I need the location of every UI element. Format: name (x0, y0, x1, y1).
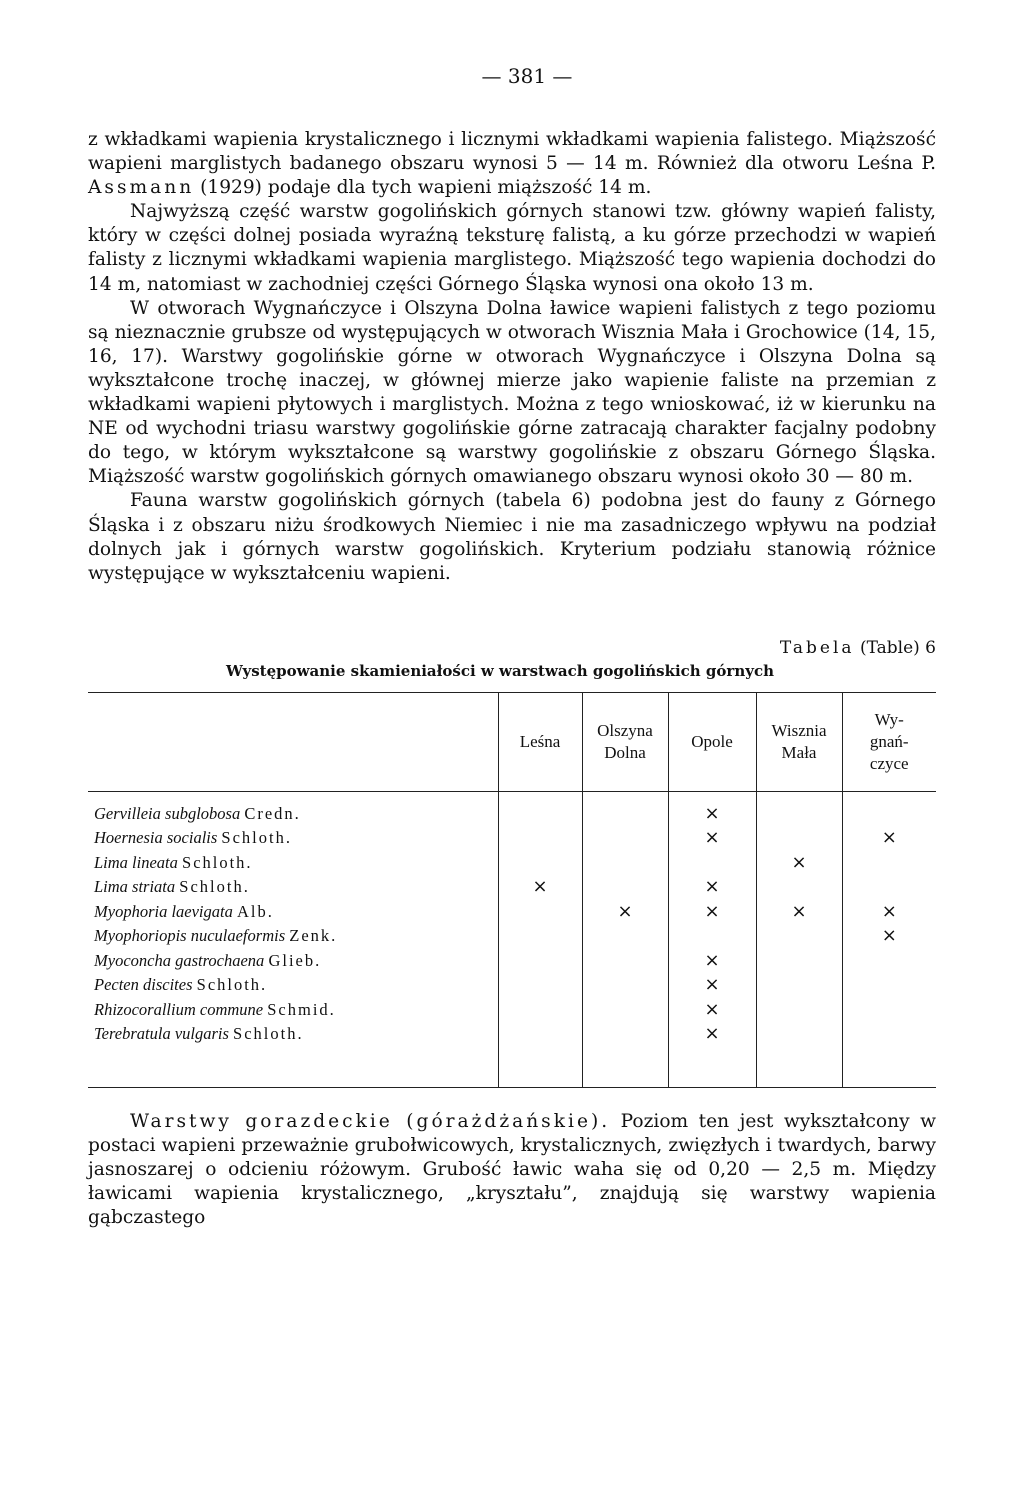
species-author: Glieb. (268, 950, 322, 970)
table-bottom-row (88, 1047, 936, 1088)
species-cell (88, 924, 498, 949)
author-name: Assmann (88, 177, 195, 199)
species-name: Myoconcha gastrochaena (94, 950, 265, 970)
occurrence-mark: × (617, 900, 633, 922)
occurrence-cell (756, 998, 842, 1023)
table-header-row (88, 692, 936, 791)
occurrence-cell (756, 875, 842, 900)
species-author: Schloth. (196, 975, 268, 995)
empty-cell (498, 1047, 582, 1088)
table-row (88, 851, 936, 876)
species-author: Schloth. (179, 877, 250, 897)
species-author: Credn. (244, 803, 301, 823)
table-title: Występowanie skamieniałości w warstwach gogolińskich górnych (226, 661, 774, 680)
occurrence-cell (498, 851, 582, 876)
occurrence-mark: × (881, 925, 897, 947)
paragraph-1-end: (1929) podaje dla tych wapieni miąższość 14 m. (200, 177, 652, 199)
occurrence-cell (842, 924, 936, 949)
occurrence-cell (668, 998, 756, 1023)
species-cell (88, 900, 498, 925)
occurrence-cell (756, 924, 842, 949)
species-author: Schmid. (267, 999, 336, 1019)
species-cell (88, 949, 498, 974)
occurrence-cell (756, 949, 842, 974)
page-number: — 381 — (481, 64, 573, 88)
occurrence-mark: × (704, 1023, 720, 1045)
occurrence-cell (498, 875, 582, 900)
occurrence-cell (582, 949, 668, 974)
empty-cell (88, 1047, 498, 1088)
occurrence-cell (756, 851, 842, 876)
occurrence-cell (668, 1022, 756, 1047)
occurrence-cell (582, 791, 668, 826)
occurrence-mark: × (881, 827, 897, 849)
species-name: Myophoria laevigata (94, 901, 233, 921)
empty-cell (668, 1047, 756, 1088)
occurrence-cell (842, 998, 936, 1023)
occurrence-cell (498, 949, 582, 974)
occurrence-cell (582, 826, 668, 851)
species-name: Terebratula vulgaris (94, 1024, 229, 1044)
occurrence-cell (498, 1022, 582, 1047)
occurrence-cell (842, 791, 936, 826)
occurrence-cell (668, 826, 756, 851)
occurrence-cell (582, 924, 668, 949)
page (88, 64, 936, 1230)
table-row (88, 949, 936, 974)
occurrence-cell (498, 973, 582, 998)
occurrence-cell (498, 924, 582, 949)
species-author: Alb. (236, 901, 274, 921)
occurrence-mark: × (704, 974, 720, 996)
occurrence-cell (582, 851, 668, 876)
species-name: Hoernesia socialis (94, 828, 218, 848)
occurrence-cell (842, 949, 936, 974)
occurrence-cell (668, 949, 756, 974)
occurrence-cell (668, 973, 756, 998)
occurrence-cell (582, 1022, 668, 1047)
occurrence-cell (668, 875, 756, 900)
occurrence-cell (756, 826, 842, 851)
species-name: Myophoriopis nuculaeformis (94, 926, 286, 946)
occurrence-cell (582, 900, 668, 925)
column-header: Olszyna Dolna (582, 692, 668, 791)
table-row (88, 791, 936, 826)
occurrence-cell (756, 791, 842, 826)
occurrence-cell (498, 791, 582, 826)
occurrence-cell (668, 851, 756, 876)
occurrence-mark: × (704, 998, 720, 1020)
occurrence-cell (498, 826, 582, 851)
occurrence-cell (842, 875, 936, 900)
species-cell (88, 791, 498, 826)
paragraph-5 (88, 1110, 936, 1230)
section-heading: Warstwy gorazdeckie (górażdżańskie). (130, 1110, 611, 1132)
paragraph-4: Fauna warstw gogolińskich górnych (tabela 6) podobna jest do fauny z Górnego Śląska i z obszaru niżu środkowych Niemiec i nie ma zasadniczego wpływu na podział dolnych jak i górnych warstw gogolińskich. Kryterium podziału stanowią różnice występujące w wykształceniu wapieni. (88, 490, 936, 584)
occurrence-cell (668, 924, 756, 949)
occurrence-cell (842, 851, 936, 876)
occurrence-cell (498, 998, 582, 1023)
occurrence-cell (498, 900, 582, 925)
occurrence-mark: × (881, 900, 897, 922)
paragraph-2: Najwyższą część warstw gogolińskich górnych stanowi tzw. główny wapień falisty, który w części dolnej posiada wyraźną teksturę falistą, a ku górze przechodzi w wapień falisty z licznymi wkładkami wapienia marglistego. Miąższość tego wapienia dochodzi do 14 m, natomiast w zachodniej części Górnego Śląska wynosi ona około 13 m. (88, 201, 936, 295)
occurrence-cell (842, 900, 936, 925)
occurrence-cell (582, 973, 668, 998)
table-row (88, 998, 936, 1023)
occurrence-mark: × (704, 949, 720, 971)
paragraph-1 (88, 128, 936, 200)
table-row (88, 924, 936, 949)
column-header: Opole (668, 692, 756, 791)
occurrence-cell (756, 973, 842, 998)
table-row (88, 1022, 936, 1047)
occurrence-cell (668, 791, 756, 826)
occurrence-cell (582, 875, 668, 900)
table-caption (88, 638, 936, 658)
occurrence-mark: × (791, 900, 807, 922)
column-header: Wy- gnań- czyce (842, 692, 936, 791)
species-name: Lima lineata (94, 852, 178, 872)
species-cell (88, 973, 498, 998)
occurrence-mark: × (791, 851, 807, 873)
occurrence-cell (756, 1022, 842, 1047)
column-header: Leśna (498, 692, 582, 791)
species-cell (88, 998, 498, 1023)
species-name: Gervilleia subglobosa (94, 803, 241, 823)
species-cell (88, 826, 498, 851)
species-cell (88, 1022, 498, 1047)
paragraph-3: W otworach Wygnańczyce i Olszyna Dolna ławice wapieni falistych z tego poziomu są nieznacznie grubsze od występujących w otworach Wisznia Mała i Grochowice (14, 15, 16, 17). Warstwy gogolińskie górne w otworach Wygnańczyce i Olszyna Dolna są wykształcone trochę inaczej, w głównej mierze jako wapienie faliste na przemian z wkładkami wapieni płytowych i marglistych. Można z tego wnioskować, iż w kierunku na NE od wychodni triasu warstwy gogolińskie górne zatracają charakter facjalny podobny do tego, w którym wykształcone są warstwy gogolińskie z obszaru Górnego Śląska. Miąższość warstw gogolińskich górnych omawianego obszaru wynosi około 30 — 80 m. (88, 297, 936, 488)
table-row (88, 875, 936, 900)
occurrence-mark: × (704, 827, 720, 849)
table-row (88, 900, 936, 925)
column-header-species (88, 692, 498, 791)
occurrence-cell (582, 998, 668, 1023)
occurrence-cell (668, 900, 756, 925)
occurrence-cell (842, 1022, 936, 1047)
column-header: Wisznia Mała (756, 692, 842, 791)
species-cell (88, 851, 498, 876)
paragraph-5-text: Poziom ten jest wykształcony w postaci wapieni przeważnie grubołwicowych, krystalicznych, zwięzłych i twardych, barwy jasnoszarej o odcieniu różowym. Grubość ławic waha się od 0,20 — 2,5 m. Między ławicami wapienia krystalicznego, „kryształu”, znajdują się warstwy wapienia gąbczastego (88, 1110, 936, 1229)
table-row (88, 826, 936, 851)
table-row (88, 973, 936, 998)
species-name: Rhizocorallium commune (94, 999, 264, 1019)
occurrence-mark: × (532, 876, 548, 898)
table-label-rest: (Table) 6 (859, 637, 936, 658)
occurrence-cell (756, 900, 842, 925)
occurrence-cell (842, 826, 936, 851)
table-label: Tabela (779, 637, 855, 658)
species-name: Pecten discites (94, 975, 193, 995)
species-author: Schloth. (233, 1024, 304, 1044)
fossil-table (88, 692, 936, 1088)
empty-cell (842, 1047, 936, 1088)
empty-cell (582, 1047, 668, 1088)
empty-cell (756, 1047, 842, 1088)
species-author: Schloth. (182, 852, 253, 872)
species-name: Lima striata (94, 877, 176, 897)
species-cell (88, 875, 498, 900)
species-author: Zenk. (289, 926, 338, 946)
occurrence-mark: × (704, 876, 720, 898)
paragraph-1-text: z wkładkami wapienia krystalicznego i licznymi wkładkami wapienia falistego. Miąższość wapieni marglistych badanego obszaru wynosi 5 — 14 m. Również dla otworu Leśna P. (88, 129, 936, 175)
species-author: Schloth. (221, 828, 292, 848)
occurrence-mark: × (704, 900, 720, 922)
occurrence-cell (842, 973, 936, 998)
occurrence-mark: × (704, 802, 720, 824)
